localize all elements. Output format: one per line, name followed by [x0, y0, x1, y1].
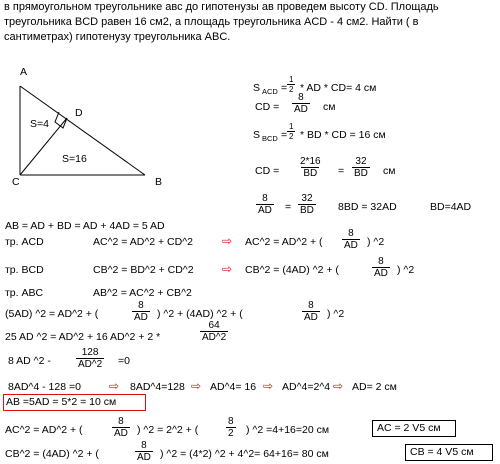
l7-den: AD^2	[78, 359, 103, 370]
r8-eq: =	[285, 201, 292, 213]
sbcd-den: 2	[289, 132, 294, 141]
cd2-num2: 32	[355, 156, 367, 167]
vertex-a: A	[20, 66, 28, 78]
l5-a: (5AD) ^2 = AD^2 + (	[5, 308, 99, 320]
abc-eq: AB^2 = AC^2 + CB^2	[93, 287, 192, 299]
sbcd-rest: * BD * CD = 16 см	[300, 129, 386, 141]
ac-a: AC^2 = AD^2 + (	[5, 424, 83, 436]
l7-num: 128	[81, 347, 99, 358]
ac-c: ) ^2 =4+16=20 см	[246, 424, 330, 436]
abc-label: тр. ABC	[5, 287, 44, 299]
acd-label: тр. ACD	[5, 236, 44, 248]
ac-den: AD	[114, 428, 128, 439]
sacd-eq: =	[281, 82, 288, 94]
vertex-c: C	[12, 176, 20, 188]
r8-num2: 32	[301, 193, 313, 204]
cd1-unit: см	[323, 101, 336, 113]
bcd-label: тр. BCD	[5, 264, 44, 276]
ac-b: ) ^2 = 2^2 + (	[137, 424, 199, 436]
r8-frac	[256, 193, 274, 216]
l5-c: ) ^2	[327, 308, 345, 320]
l5-den: AD	[134, 312, 148, 323]
sacd-sub: ACD	[262, 87, 278, 96]
l8-e: AD= 2 см	[352, 381, 397, 393]
l7-a: 8 AD ^2 -	[8, 355, 51, 367]
arrow-icon: ⇨	[263, 379, 274, 393]
arrow-icon: ⇨	[222, 262, 233, 276]
bcd-eq: CB^2 = BD^2 + CD^2	[93, 264, 194, 276]
cd2-den: BD	[303, 168, 318, 179]
l5-den2: AD	[304, 312, 318, 323]
ac-num: 8	[118, 416, 124, 427]
r8-den: AD	[258, 205, 272, 216]
bcd-frac	[372, 256, 390, 279]
l6-frac	[200, 320, 228, 343]
arrow-icon: ⇨	[222, 234, 233, 248]
l6-den: AD^2	[202, 332, 227, 343]
cd2-num: 2*16	[300, 156, 321, 167]
cd2-den2: BD	[354, 168, 368, 179]
cb-frac	[135, 440, 153, 463]
l6-a: 25 AD ^2 = AD^2 + 16 AD^2 + 2 *	[5, 331, 161, 343]
sbcd-frac	[287, 122, 295, 141]
ac-den2: 2	[228, 428, 234, 439]
r8-den2: BD	[300, 205, 314, 216]
sacd-num: 1	[289, 75, 294, 84]
cd1-frac	[292, 92, 310, 115]
l5-num2: 8	[308, 300, 314, 311]
ac-frac-2	[226, 416, 236, 439]
r8-frac-2	[298, 193, 316, 216]
l5-b: ) ^2 + (4AD) ^2 + (	[157, 308, 243, 320]
ac-num2: 8	[228, 416, 234, 427]
cb-b: ) ^2 = (4*2) ^2 + 4^2= 64+16= 80 см	[160, 448, 329, 460]
cd2-frac-2	[352, 156, 370, 179]
acd-frac	[342, 228, 360, 251]
l8-a: 8AD^4 - 128 =0	[8, 381, 81, 393]
acd-eq: AC^2 = AD^2 + CD^2	[93, 236, 193, 248]
l8-c: AD^4= 16	[210, 381, 257, 393]
cb-den: AD	[137, 452, 151, 463]
cd1-lhs: CD =	[255, 101, 280, 113]
l8-b: 8AD^4=128	[130, 381, 185, 393]
sbcd-sub: BCD	[262, 134, 278, 143]
cd2-unit: см	[383, 165, 396, 177]
cd2-eq: =	[338, 165, 345, 177]
l7-b: =0	[118, 355, 130, 367]
sbcd-num: 1	[289, 122, 294, 131]
cb-num: 8	[141, 440, 147, 451]
l8-d: AD^4=2^4	[282, 381, 331, 393]
cb-a: CB^2 = (4AD) ^2 + (	[5, 448, 99, 460]
area-acd-label: S=4	[30, 118, 49, 130]
cb-final: CB = 4 V5 см	[410, 446, 474, 458]
l6-num: 64	[208, 320, 220, 331]
sbcd-eq: =	[281, 129, 288, 141]
cd2-frac	[298, 156, 323, 179]
problem-line-1: в прямоугольном треугольнике авс до гипотенузы ав проведем высоту CD. Площадь	[4, 1, 439, 13]
bcd-r1: CB^2 = (4AD) ^2 + (	[245, 264, 339, 276]
area-bcd-label: S=16	[62, 153, 87, 165]
acd-num: 8	[348, 228, 354, 239]
sacd-rest: * AD * CD= 4 см	[300, 82, 377, 94]
r8-mid: 8BD = 32AD	[338, 201, 397, 213]
ac-final: AC = 2 V5 см	[377, 422, 441, 434]
l5-frac	[132, 300, 150, 323]
bcd-r2: ) ^2	[397, 264, 415, 276]
problem-line-3: сантиметрах) гипотенузу треугольника ABC.	[4, 31, 231, 43]
arrow-icon: ⇨	[109, 379, 120, 393]
cd2-lhs: CD =	[255, 165, 280, 177]
ab-sum: AB = AD + BD = AD + 4AD = 5 AD	[5, 220, 165, 232]
acd-r2: ) ^2	[367, 236, 385, 248]
r8-num: 8	[262, 193, 268, 204]
bcd-den: AD	[374, 268, 388, 279]
l7-frac	[76, 347, 104, 370]
bcd-num: 8	[378, 256, 384, 267]
l5-frac-2	[302, 300, 320, 323]
l5-num: 8	[138, 300, 144, 311]
sacd-s: S	[253, 82, 261, 94]
acd-den: AD	[344, 240, 358, 251]
arrow-icon: ⇨	[333, 379, 344, 393]
sbcd-s: S	[253, 129, 261, 141]
cd1-den: AD	[294, 104, 308, 115]
problem-line-2: треугольника BCD равен 16 см2, а площадь треугольника ACD - 4 см2. Найти ( в	[4, 16, 419, 28]
ac-frac	[112, 416, 130, 439]
sacd-den: 2	[289, 85, 294, 94]
vertex-d: D	[75, 107, 83, 119]
arrow-icon: ⇨	[191, 379, 202, 393]
cd1-num: 8	[298, 92, 304, 103]
r8-end: BD=4AD	[430, 201, 472, 213]
vertex-b: B	[155, 176, 163, 188]
ab-final: AB =5AD = 5*2 = 10 см	[6, 396, 117, 408]
acd-r1: AC^2 = AD^2 + (	[245, 236, 323, 248]
